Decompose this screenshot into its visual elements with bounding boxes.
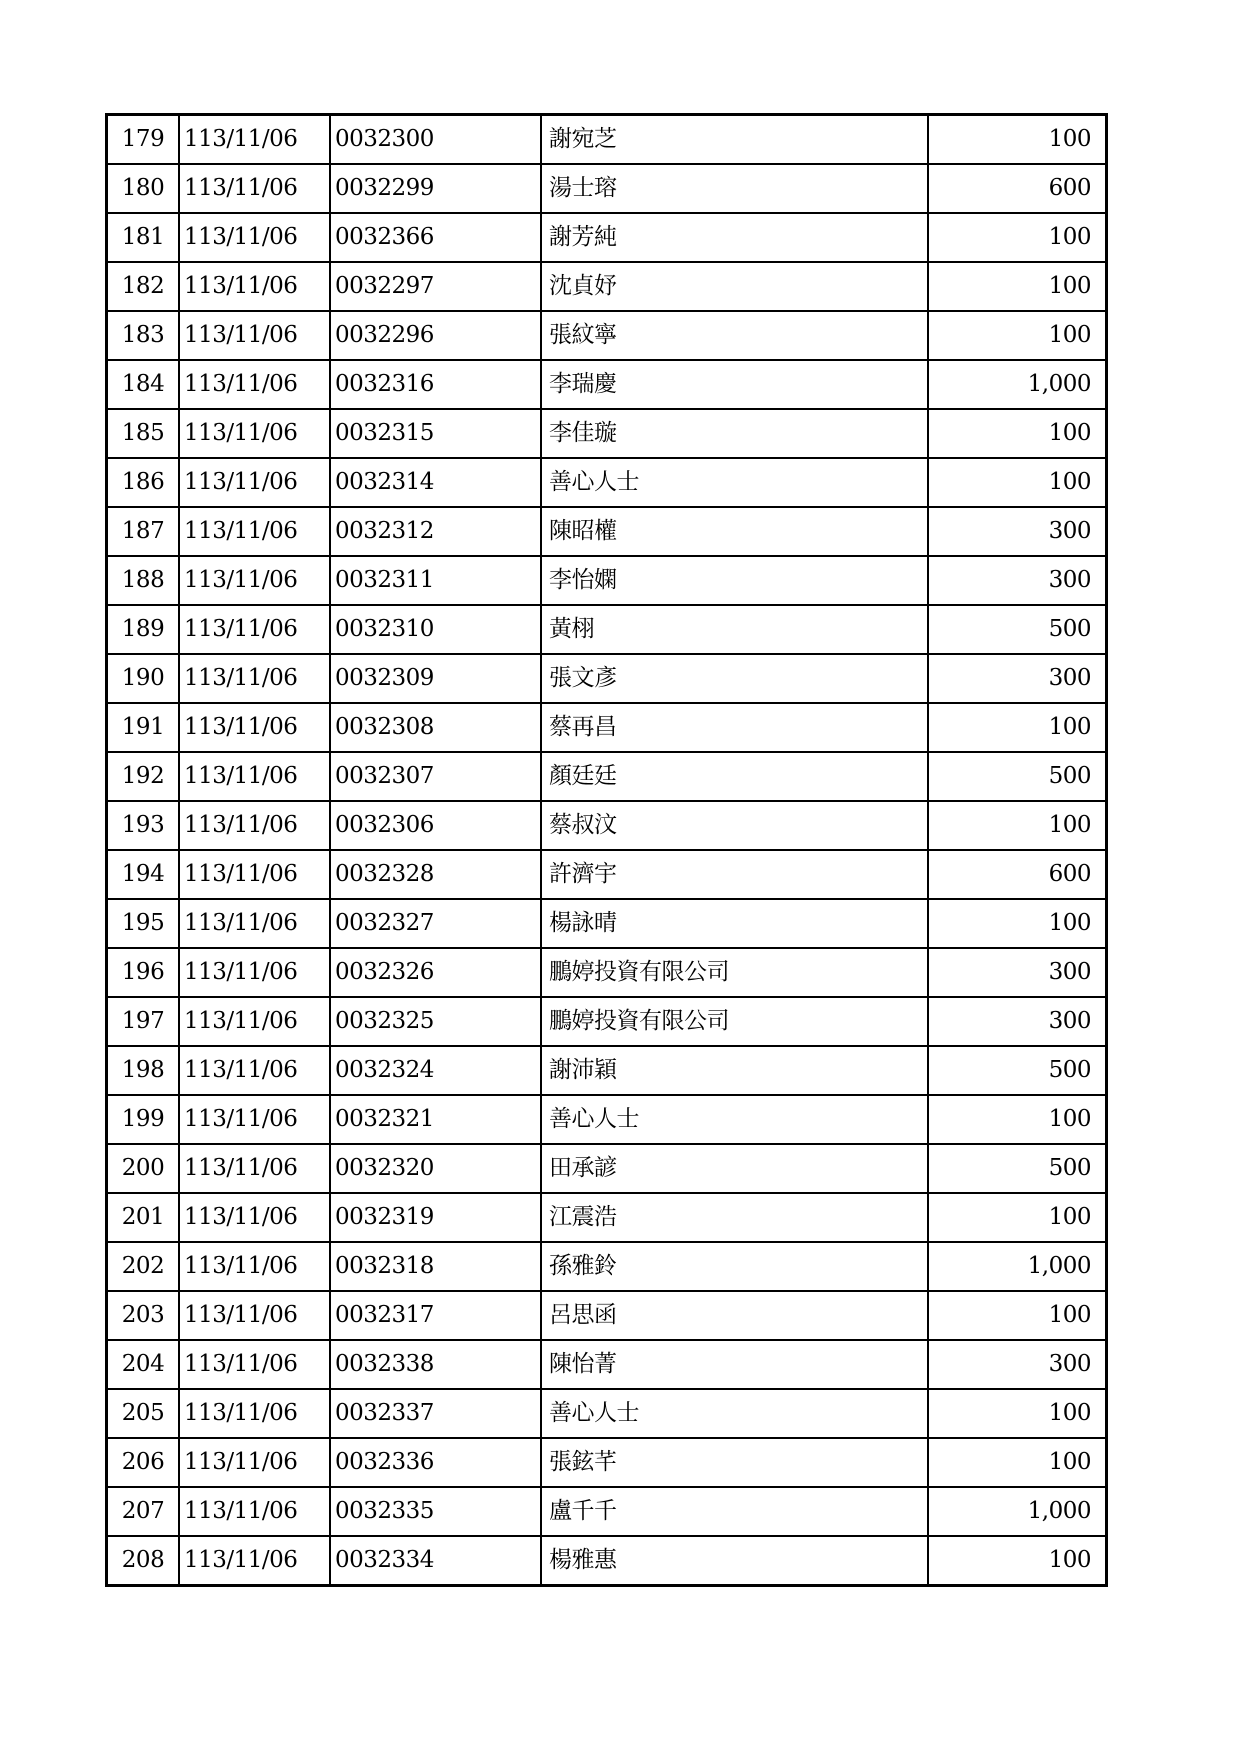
- amount-cell: 500: [928, 605, 1107, 654]
- receipt-number-cell: 0032327: [330, 899, 541, 948]
- row-number-cell: 193: [107, 801, 180, 850]
- donor-name-cell: 張文彥: [541, 654, 928, 703]
- date-cell: 113/11/06: [179, 409, 330, 458]
- receipt-number-cell: 0032314: [330, 458, 541, 507]
- amount-cell: 300: [928, 507, 1107, 556]
- amount-cell: 600: [928, 850, 1107, 899]
- table-row: [107, 1536, 1107, 1586]
- donor-name-cell: 沈貞妤: [541, 262, 928, 311]
- row-number-cell: 180: [107, 164, 180, 213]
- row-number-cell: 202: [107, 1242, 180, 1291]
- receipt-number-cell: 0032325: [330, 997, 541, 1046]
- date-cell: 113/11/06: [179, 164, 330, 213]
- donor-name-cell: 楊雅惠: [541, 1536, 928, 1586]
- row-number-cell: 199: [107, 1095, 180, 1144]
- table-row: [107, 703, 1107, 752]
- receipt-number-cell: 0032296: [330, 311, 541, 360]
- date-cell: 113/11/06: [179, 1046, 330, 1095]
- receipt-number-cell: 0032321: [330, 1095, 541, 1144]
- table-row: [107, 1340, 1107, 1389]
- row-number-cell: 192: [107, 752, 180, 801]
- table-row: [107, 1242, 1107, 1291]
- date-cell: 113/11/06: [179, 1242, 330, 1291]
- date-cell: 113/11/06: [179, 703, 330, 752]
- receipt-number-cell: 0032334: [330, 1536, 541, 1586]
- date-cell: 113/11/06: [179, 899, 330, 948]
- receipt-number-cell: 0032366: [330, 213, 541, 262]
- receipt-number-cell: 0032300: [330, 115, 541, 165]
- donor-name-cell: 謝沛穎: [541, 1046, 928, 1095]
- row-number-cell: 191: [107, 703, 180, 752]
- row-number-cell: 203: [107, 1291, 180, 1340]
- receipt-number-cell: 0032310: [330, 605, 541, 654]
- date-cell: 113/11/06: [179, 948, 330, 997]
- amount-cell: 100: [928, 311, 1107, 360]
- amount-cell: 100: [928, 801, 1107, 850]
- amount-cell: 300: [928, 948, 1107, 997]
- table-row: [107, 1291, 1107, 1340]
- donor-name-cell: 李怡嫻: [541, 556, 928, 605]
- date-cell: 113/11/06: [179, 507, 330, 556]
- receipt-number-cell: 0032309: [330, 654, 541, 703]
- amount-cell: 500: [928, 1046, 1107, 1095]
- table-row: [107, 115, 1107, 165]
- date-cell: 113/11/06: [179, 1291, 330, 1340]
- amount-cell: 100: [928, 1389, 1107, 1438]
- donor-name-cell: 許濟宇: [541, 850, 928, 899]
- row-number-cell: 207: [107, 1487, 180, 1536]
- row-number-cell: 190: [107, 654, 180, 703]
- donor-name-cell: 鵬婷投資有限公司: [541, 948, 928, 997]
- table-row: [107, 1144, 1107, 1193]
- amount-cell: 1,000: [928, 360, 1107, 409]
- table-row: [107, 1095, 1107, 1144]
- table-row: [107, 1193, 1107, 1242]
- amount-cell: 300: [928, 556, 1107, 605]
- donor-name-cell: 善心人士: [541, 458, 928, 507]
- date-cell: 113/11/06: [179, 213, 330, 262]
- date-cell: 113/11/06: [179, 801, 330, 850]
- row-number-cell: 194: [107, 850, 180, 899]
- donor-name-cell: 田承諺: [541, 1144, 928, 1193]
- receipt-number-cell: 0032315: [330, 409, 541, 458]
- donor-name-cell: 謝宛芝: [541, 115, 928, 165]
- receipt-number-cell: 0032324: [330, 1046, 541, 1095]
- receipt-number-cell: 0032312: [330, 507, 541, 556]
- amount-cell: 100: [928, 1095, 1107, 1144]
- donor-name-cell: 孫雅鈴: [541, 1242, 928, 1291]
- date-cell: 113/11/06: [179, 654, 330, 703]
- table-row: [107, 1389, 1107, 1438]
- date-cell: 113/11/06: [179, 1144, 330, 1193]
- donor-name-cell: 謝芳純: [541, 213, 928, 262]
- row-number-cell: 182: [107, 262, 180, 311]
- table-row: [107, 850, 1107, 899]
- table-row: [107, 997, 1107, 1046]
- amount-cell: 100: [928, 409, 1107, 458]
- receipt-number-cell: 0032328: [330, 850, 541, 899]
- receipt-number-cell: 0032306: [330, 801, 541, 850]
- date-cell: 113/11/06: [179, 1193, 330, 1242]
- donor-name-cell: 李佳璇: [541, 409, 928, 458]
- row-number-cell: 204: [107, 1340, 180, 1389]
- donor-name-cell: 盧千千: [541, 1487, 928, 1536]
- amount-cell: 100: [928, 213, 1107, 262]
- row-number-cell: 205: [107, 1389, 180, 1438]
- date-cell: 113/11/06: [179, 1536, 330, 1586]
- date-cell: 113/11/06: [179, 1487, 330, 1536]
- donation-table-body: [107, 115, 1107, 1586]
- date-cell: 113/11/06: [179, 458, 330, 507]
- date-cell: 113/11/06: [179, 311, 330, 360]
- donor-name-cell: 善心人士: [541, 1095, 928, 1144]
- receipt-number-cell: 0032336: [330, 1438, 541, 1487]
- date-cell: 113/11/06: [179, 262, 330, 311]
- table-row: [107, 1438, 1107, 1487]
- donor-name-cell: 蔡叔汶: [541, 801, 928, 850]
- row-number-cell: 188: [107, 556, 180, 605]
- receipt-number-cell: 0032311: [330, 556, 541, 605]
- table-row: [107, 654, 1107, 703]
- table-row: [107, 899, 1107, 948]
- donor-name-cell: 李瑞慶: [541, 360, 928, 409]
- row-number-cell: 179: [107, 115, 180, 165]
- row-number-cell: 208: [107, 1536, 180, 1586]
- row-number-cell: 206: [107, 1438, 180, 1487]
- table-row: [107, 213, 1107, 262]
- receipt-number-cell: 0032335: [330, 1487, 541, 1536]
- row-number-cell: 195: [107, 899, 180, 948]
- amount-cell: 500: [928, 752, 1107, 801]
- amount-cell: 100: [928, 1438, 1107, 1487]
- receipt-number-cell: 0032308: [330, 703, 541, 752]
- date-cell: 113/11/06: [179, 997, 330, 1046]
- row-number-cell: 201: [107, 1193, 180, 1242]
- amount-cell: 100: [928, 458, 1107, 507]
- row-number-cell: 185: [107, 409, 180, 458]
- amount-cell: 1,000: [928, 1242, 1107, 1291]
- table-row: [107, 262, 1107, 311]
- table-row: [107, 1487, 1107, 1536]
- receipt-number-cell: 0032338: [330, 1340, 541, 1389]
- row-number-cell: 186: [107, 458, 180, 507]
- donor-name-cell: 江震浩: [541, 1193, 928, 1242]
- row-number-cell: 183: [107, 311, 180, 360]
- amount-cell: 100: [928, 703, 1107, 752]
- receipt-number-cell: 0032320: [330, 1144, 541, 1193]
- row-number-cell: 187: [107, 507, 180, 556]
- amount-cell: 100: [928, 1536, 1107, 1586]
- receipt-number-cell: 0032297: [330, 262, 541, 311]
- receipt-number-cell: 0032326: [330, 948, 541, 997]
- date-cell: 113/11/06: [179, 850, 330, 899]
- donor-name-cell: 陳昭權: [541, 507, 928, 556]
- donor-name-cell: 呂思函: [541, 1291, 928, 1340]
- table-row: [107, 1046, 1107, 1095]
- date-cell: 113/11/06: [179, 556, 330, 605]
- amount-cell: 100: [928, 262, 1107, 311]
- row-number-cell: 198: [107, 1046, 180, 1095]
- amount-cell: 1,000: [928, 1487, 1107, 1536]
- donor-name-cell: 楊詠晴: [541, 899, 928, 948]
- amount-cell: 100: [928, 1291, 1107, 1340]
- receipt-number-cell: 0032337: [330, 1389, 541, 1438]
- donor-name-cell: 顏廷廷: [541, 752, 928, 801]
- row-number-cell: 189: [107, 605, 180, 654]
- receipt-number-cell: 0032319: [330, 1193, 541, 1242]
- row-number-cell: 184: [107, 360, 180, 409]
- table-row: [107, 164, 1107, 213]
- date-cell: 113/11/06: [179, 115, 330, 165]
- table-row: [107, 801, 1107, 850]
- table-row: [107, 605, 1107, 654]
- donor-name-cell: 湯士瑢: [541, 164, 928, 213]
- date-cell: 113/11/06: [179, 1438, 330, 1487]
- table-row: [107, 409, 1107, 458]
- row-number-cell: 196: [107, 948, 180, 997]
- row-number-cell: 200: [107, 1144, 180, 1193]
- donor-name-cell: 張鉉芊: [541, 1438, 928, 1487]
- table-row: [107, 360, 1107, 409]
- donor-name-cell: 陳怡菁: [541, 1340, 928, 1389]
- amount-cell: 600: [928, 164, 1107, 213]
- date-cell: 113/11/06: [179, 360, 330, 409]
- amount-cell: 300: [928, 654, 1107, 703]
- donor-name-cell: 善心人士: [541, 1389, 928, 1438]
- receipt-number-cell: 0032307: [330, 752, 541, 801]
- table-row: [107, 507, 1107, 556]
- receipt-number-cell: 0032317: [330, 1291, 541, 1340]
- amount-cell: 500: [928, 1144, 1107, 1193]
- amount-cell: 100: [928, 115, 1107, 165]
- receipt-number-cell: 0032318: [330, 1242, 541, 1291]
- date-cell: 113/11/06: [179, 1095, 330, 1144]
- row-number-cell: 197: [107, 997, 180, 1046]
- amount-cell: 300: [928, 1340, 1107, 1389]
- amount-cell: 100: [928, 899, 1107, 948]
- donor-name-cell: 張紋寧: [541, 311, 928, 360]
- table-row: [107, 752, 1107, 801]
- table-row: [107, 556, 1107, 605]
- amount-cell: 100: [928, 1193, 1107, 1242]
- table-row: [107, 311, 1107, 360]
- donation-table: [105, 113, 1108, 1587]
- row-number-cell: 181: [107, 213, 180, 262]
- donor-name-cell: 蔡再昌: [541, 703, 928, 752]
- date-cell: 113/11/06: [179, 1340, 330, 1389]
- table-row: [107, 948, 1107, 997]
- date-cell: 113/11/06: [179, 1389, 330, 1438]
- table-row: [107, 458, 1107, 507]
- date-cell: 113/11/06: [179, 605, 330, 654]
- donor-name-cell: 黃栩: [541, 605, 928, 654]
- receipt-number-cell: 0032316: [330, 360, 541, 409]
- donor-name-cell: 鵬婷投資有限公司: [541, 997, 928, 1046]
- amount-cell: 300: [928, 997, 1107, 1046]
- date-cell: 113/11/06: [179, 752, 330, 801]
- receipt-number-cell: 0032299: [330, 164, 541, 213]
